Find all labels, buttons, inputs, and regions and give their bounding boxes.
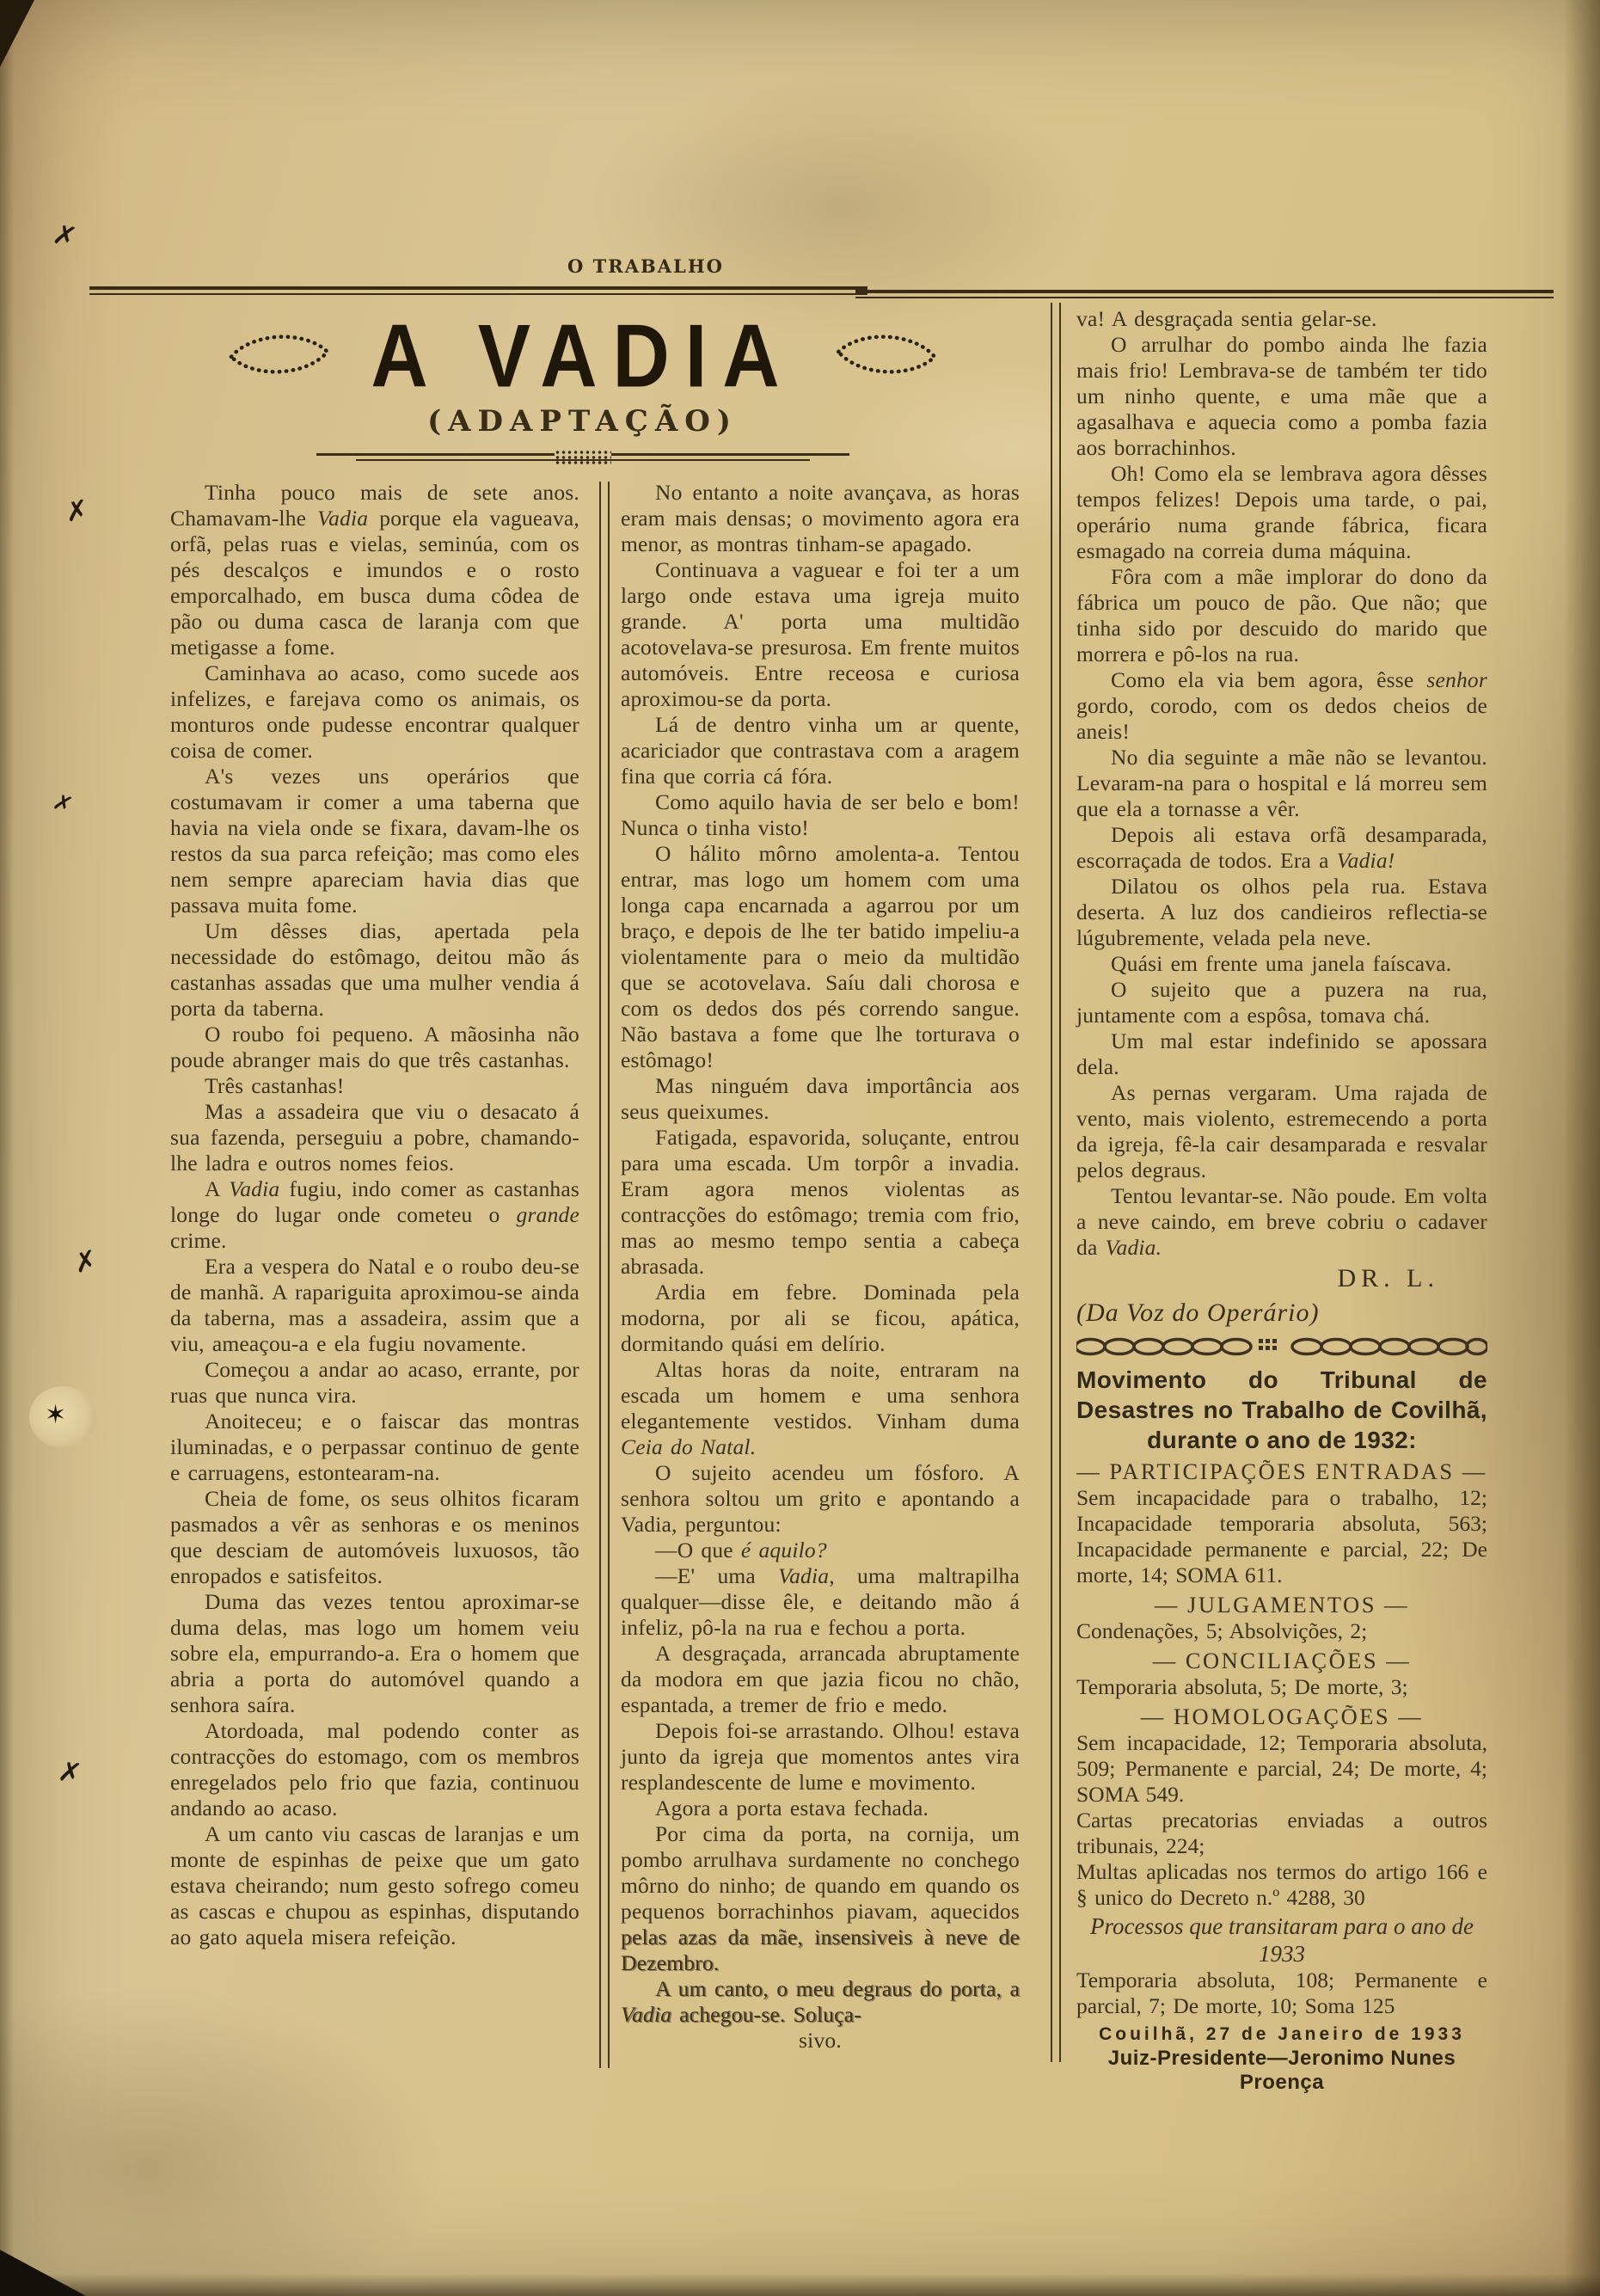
section-header-participacoes: — PARTICIPAÇÕES ENTRADAS — — [1076, 1458, 1487, 1484]
paragraph: A um canto viu cascas de laranjas e um monte de espinhas de peixe que um gato estava cheirando; num gesto sofrego comeu as cascas e chupou as espinhas, disputando ao gato aquela misera refeição. — [170, 1821, 579, 1949]
section-header-conciliacoes: — CONCILIAÇÕES — — [1152, 1648, 1412, 1673]
paragraph: Era a vespera do Natal e o roubo deu-se de manhã. A rapariguita aproximou-se ainda da taberna, mas a assadeira, assim que a viu, ameaçou-a e ela fugiu novamente. — [170, 1254, 579, 1356]
punch-hole — [29, 1386, 96, 1448]
ornament-eye-left-icon — [227, 324, 331, 387]
paragraph: A Vadia fugiu, indo comer as castanhas longe do lugar onde cometeu o grande crime. — [170, 1176, 579, 1253]
dateline: Couilhã, 27 de Janeiro de 1933 — [1099, 2024, 1465, 2044]
paragraph: Continuava a vaguear e foi ter a um largo onde estava uma igreja muito grande. A' porta uma multidão acotovelava-se presurosa. Em frente muitos automóveis. Entre receosa e curiosa aproximou-se da porta. — [621, 557, 1020, 711]
ornament-eye-right-icon — [834, 324, 938, 387]
column-2 — [621, 480, 1020, 2054]
paragraph: Altas horas da noite, entraram na escada um homem e uma senhora elegantemente vestidos. Vinham duma Ceia do Natal. — [621, 1357, 1020, 1459]
column-1 — [170, 480, 579, 1950]
section-body-homologacoes: Sem incapacidade, 12; Temporaria absoluta, 509; Permanente e parcial, 24; De morte, 4; SOMA 549. — [1076, 1730, 1487, 1807]
paragraph: Dilatou os olhos pela rua. Estava deserta. A luz dos candieiros reflectia-se lúgubremente, velada pela neve. — [1076, 874, 1487, 950]
column-3 — [1076, 306, 1487, 2095]
article-title: A VADIA — [370, 305, 795, 407]
top-rule-left — [89, 286, 867, 295]
paragraph: Anoiteceu; e o faiscar das montras iluminadas, e o perpassar continuo de gente e carruagens, estontearam-na. — [170, 1409, 579, 1485]
paragraph: Tentou levantar-se. Não poude. Em volta a neve caindo, em breve cobriu o cadaver da Vadia. — [1076, 1183, 1487, 1260]
note-multas: Multas aplicadas nos termos do artigo 166 e § unico do Decreto n.º 4288, 30 — [1076, 1859, 1487, 1910]
article-header — [176, 305, 989, 466]
carryover-title: Processos que transitaram para o ano de 1933 — [1090, 1913, 1474, 1967]
ink-mark: ✗ — [63, 493, 91, 529]
paragraph: As pernas vergaram. Uma rajada de vento, mais violento, estremecendo a porta da igreja, fê-la cair desamparada e resvalar pelos degraus. — [1076, 1080, 1487, 1182]
paragraph: Mas ninguém dava importância aos seus queixumes. — [621, 1073, 1020, 1124]
paragraph: Começou a andar ao acaso, errante, por ruas que nunca vira. — [170, 1357, 579, 1408]
paragraph: Atordoada, mal podendo conter as contracções do estomago, com os membros enregelados pelo frio que fazia, continuou andando ao acaso. — [170, 1718, 579, 1820]
paragraph: sivo. — [799, 2028, 842, 2053]
paragraph: Tinha pouco mais de sete anos. Chamavam-lhe Vadia porque ela vagueava, orfã, pelas ruas e vielas, seminúa, com os pés descalços e imundos e o rosto emporcalhado, em busca duma côdea de pão ou duma casca de laranja com que metigasse a fome. — [170, 480, 579, 660]
paragraph: O hálito môrno amolenta-a. Tentou entrar, mas logo um homem com uma longa capa encarnada a agarrou por um braço, e depois de lhe ter batido impeliu-a violentamente para o meio da multidão que se acotovelava. Saíu dali chorosa e com os dedos dos pés correndo sangue. Não bastava a fome que lhe torturava o estômago! — [621, 841, 1020, 1072]
paragraph: O roubo foi pequeno. A mãosinha não poude abranger mais do que três castanhas. — [170, 1022, 579, 1072]
byline: DR. L. — [1337, 1264, 1439, 1292]
paragraph: —O que é aquilo? — [655, 1538, 827, 1562]
page-edge-shadow-left — [0, 0, 14, 2296]
paragraph: No dia seguinte a mãe não se levantou. Levaram-na para o hospital e lá morreu sem que ela a tornasse a vêr. — [1076, 745, 1487, 821]
paragraph: Depois ali estava orfã desamparada, escorraçada de todos. Era a Vadia! — [1076, 822, 1487, 873]
paragraph: Depois foi-se arrastando. Olhou! estava junto da igreja que momentos antes vira resplandescente de lume e movimento. — [621, 1718, 1020, 1795]
carryover-body: Temporaria absoluta, 108; Permanente e parcial, 7; De morte, 10; Soma 125 — [1076, 1968, 1487, 2018]
paragraph: O arrulhar do pombo ainda lhe fazia mais frio! Lembrava-se de também ter tido um ninho quente, e uma mãe que a agasalhava e aquecia como a pomba fazia aos borrachinhos. — [1076, 332, 1487, 460]
paragraph: Por cima da porta, na cornija, um pombo arrulhava surdamente no conchego môrno do ninho; de quando em quando os pequenos borrachinhos piavam, aquecidos pelas azas da mãe, insensiveis à neve de Dezembro. — [621, 1821, 1020, 1975]
note-cartas: Cartas precatorias enviadas a outros tribunais, 224; — [1076, 1808, 1487, 1858]
paragraph: Cheia de fome, os seus olhitos ficaram pasmados a vêr as senhoras e os meninos que desciam de automóveis luxuosos, tão enropados e satisfeitos. — [170, 1486, 579, 1588]
paragraph: Um dêsses dias, apertada pela necessidade do estômago, deitou mão ás castanhas assadas que uma mulher vendia á porta da taberna. — [170, 918, 579, 1021]
top-rule-right — [855, 290, 1554, 298]
chain-divider-icon — [1076, 1336, 1487, 1361]
paragraph: Lá de dentro vinha um ar quente, acariciador que contrastava com a aragem fina que corria cá fóra. — [621, 712, 1020, 789]
ink-mark: ✗ — [55, 1753, 84, 1791]
paragraph: Três castanhas! — [205, 1073, 345, 1098]
column-divider-2 — [1051, 303, 1061, 2062]
section-header-julgamentos: — JULGAMENTOS — — [1154, 1592, 1410, 1618]
paragraph: Fatigada, espavorida, soluçante, entrou para uma escada. Um torpôr a invadia. Eram agora menos violentas as contracções do estômago; tremia com frio, mas ao mesmo tempo sentia a cabeça abrasada. — [621, 1125, 1020, 1279]
section-header-homologacoes: — HOMOLOGAÇÕES — — [1140, 1704, 1424, 1729]
paragraph: No entanto a noite avançava, as horas eram mais densas; o movimento agora era menor, as montras tinham-se apagado. — [621, 480, 1020, 556]
paragraph: Caminhava ao acaso, como sucede aos infelizes, e farejava como os animais, os monturos onde pudesse encontrar qualquer coisa de comer. — [170, 660, 579, 763]
page-edge-shadow-bottom — [0, 2274, 1600, 2296]
paragraph: Agora a porta estava fechada. — [655, 1796, 929, 1820]
paragraph: Como aquilo havia de ser belo e bom! Nunca o tinha visto! — [621, 789, 1020, 840]
paragraph: O sujeito que a puzera na rua, juntamente com a espôsa, tomava chá. — [1076, 977, 1487, 1028]
paragraph: A um canto, o meu degraus do porta, a Vadia achegou-se. Soluça- — [621, 1976, 1020, 2027]
divider-dots — [555, 450, 611, 464]
page-corner-shadow-top-left — [0, 0, 34, 67]
ink-mark: ✗ — [49, 217, 81, 255]
section-body-participacoes: Sem incapacidade para o trabalho, 12; Incapacidade temporaria absoluta, 563; Incapacidade permanente e parcial, 22; De morte, 14; SOMA 611. — [1076, 1485, 1487, 1587]
paragraph: Mas a assadeira que viu o desacato á sua fazenda, perseguiu a pobre, chamando-lhe ladra e outros nomes feios. — [170, 1099, 579, 1176]
source-credit: (Da Voz do Operário) — [1076, 1298, 1320, 1327]
paragraph: va! A desgraçada sentia gelar-se. — [1076, 306, 1377, 331]
paragraph: Como ela via bem agora, êsse senhor gordo, corodo, com os dedos cheios de aneis! — [1076, 667, 1487, 744]
judge-signature: Juiz-Presidente—Jeronimo Nunes Proença — [1107, 2047, 1456, 2094]
ink-mark: ✗ — [49, 789, 77, 820]
paragraph: A desgraçada, arrancada abruptamente da modora em que jazia ficou no chão, espantada, a tremer de frio e medo. — [621, 1641, 1020, 1717]
tribunal-heading: Movimento do Tribunal de Desastres no Trabalho de Covilhã, durante o ano de 1932: — [1076, 1366, 1487, 1453]
paragraph: —E' uma Vadia, uma maltrapilha qualquer—disse êle, e deitando mão á infeliz, pô-la na rua e fechou a porta. — [621, 1563, 1020, 1640]
page-edge-shadow-right — [1564, 0, 1600, 2296]
paragraph: Duma das vezes tentou aproximar-se duma delas, mas logo um homem veiu sobre ela, empurrando-a. Era o homem que abria a porta do automóvel quando a senhora saíra. — [170, 1589, 579, 1717]
paragraph: O sujeito acendeu um fósforo. A senhora soltou um grito e apontando a Vadia, perguntou: — [621, 1460, 1020, 1537]
masthead: O TRABALHO — [567, 255, 724, 277]
ink-mark: ✗ — [70, 1243, 101, 1280]
paragraph: Quási em frente uma janela faíscava. — [1111, 951, 1452, 976]
section-body-conciliacoes: Temporaria absoluta, 5; De morte, 3; — [1076, 1674, 1408, 1699]
title-divider — [316, 449, 849, 466]
paragraph: Ardia em febre. Dominada pela modorna, por ali se ficou, apática, dormitando quási em delírio. — [621, 1280, 1020, 1356]
article-subtitle: (ADAPTAÇÃO) — [427, 404, 738, 439]
column-divider-1 — [599, 482, 610, 2068]
column-3-story — [1076, 306, 1487, 1261]
section-body-julgamentos: Condenações, 5; Absolvições, 2; — [1076, 1618, 1368, 1643]
paragraph: Um mal estar indefinido se apossara dela. — [1076, 1028, 1487, 1079]
paragraph: Fôra com a mãe implorar do dono da fábrica um pouco de pão. Que não; que tinha sido por descuido do marido que morrera e pô-los na rua. — [1076, 564, 1487, 666]
punch-hole-center-icon: ✶ — [45, 1401, 67, 1429]
paragraph: A's vezes uns operários que costumavam ir comer a uma taberna que havia na viela onde se fixara, davam-lhe os restos da sua parca refeição; mas como eles nem sempre apareciam havia dias que passava muita fome. — [170, 764, 579, 918]
paragraph: Oh! Como ela se lembrava agora dêsses tempos felizes! Depois uma tarde, o pai, operário numa grande fábrica, ficara esmagado na correia duma máquina. — [1076, 461, 1487, 563]
